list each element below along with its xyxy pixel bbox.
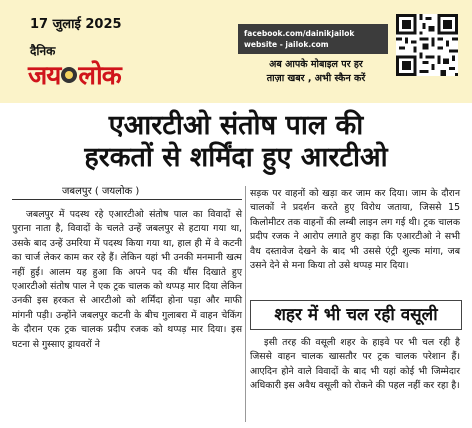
article-right-column-bottom [250,336,460,394]
headline-line-1: एआरटीओ संतोष पाल की [108,110,364,141]
article-subheading: शहर में भी चल रही वसूली [250,300,462,330]
facebook-link[interactable]: facebook.com/dainikjailok [244,29,355,38]
qr-code-icon[interactable] [396,14,458,76]
website-link[interactable]: website - jailok.com [244,40,329,49]
promo-line-1: अब आपके मोबाइल पर हर [269,59,363,70]
headline-line-2: हरकतों से शर्मिंदा हुए आरटीओ [84,142,388,173]
right-column-top-text: सड़क पर वाहनों को खड़ा कर जाम कर दिया। जाम के दौरान चालकों ने प्रदर्शन करते हुए विरोध जताया, जिससे 15 किलोमीटर तक वाहनों की लम्बी लाइन लग गई थी। ट्रक चालक प्रदीप रजक ने आरोप लगाते हुए कहा कि एआरटीओ ने सभी वैध दस्तावेज देखने के बाद भी उससे एंट्री शुल्क मांगा, जब उसने देने से मना किया तो उसे थप्पड़ मार दिया। [250,188,460,272]
byline-divider [12,199,242,200]
issue-date: 17 जुलाई 2025 [30,17,122,32]
column-divider [245,186,246,422]
article-headline [0,110,472,174]
paper-prefix: दैनिक [30,44,56,58]
logo-emblem-icon [61,67,77,83]
promo-text [246,58,386,86]
article-left-column [12,208,242,352]
paper-logo [28,56,121,92]
article-byline: जबलपुर ( जयलोक ) [62,186,140,197]
article-right-column-top [250,187,460,273]
promo-line-2: ताज़ा खबर , अभी स्कैन करें [266,73,366,84]
logo-word-left: जय [28,61,61,91]
left-column-text: जबलपुर में पदस्थ रहे एआरटीओ संतोष पाल का विवादों से पुराना नाता है, विवादों के चलते उन्हें जबलपुर से हटाया गया था, उसके बाद उन्हें उमरिया में पदस्थ किया गया था, हाल ही में वे कटनी का चार्ज लेकर काम कर रहे हैं। लेकिन यहां भी उनकी मनमानी खत्म नहीं हुई। आलम यह हुआ कि अपने पद की धौंस दिखाते हुए एआरटीओ संतोष पाल ने एक ट्रक चालक को थप्पड़ मार दिया लेकिन उनकी इस हरकत से आरटीओ को शर्मिंदा होना पड़ा और माफी मांगनी पड़ी। उन्होंने जबलपुर कटनी के बीच गुलाबरा में वाहन चेकिंग के दौरान एक ट्रक चालक प्रदीप रजक को थप्पड़ मार दिया। इस घटना से गुस्साए ड्रायवरों ने [12,209,242,350]
masthead [0,0,472,103]
logo-word-right: लोक [78,61,121,91]
social-links-box [238,24,388,54]
right-column-bottom-text: इसी तरह की वसूली शहर के हाइवे पर भी चल रही है जिससे वाहन चालक खासतौर पर ट्रक चालक परेशान हैं। आएदिन होने वाले विवादों के बाद भी यहां कोई भी जिम्मेदार अधिकारी इस अवैध वसूली को रोकने की पहल नहीं कर रहा है। [250,337,460,392]
